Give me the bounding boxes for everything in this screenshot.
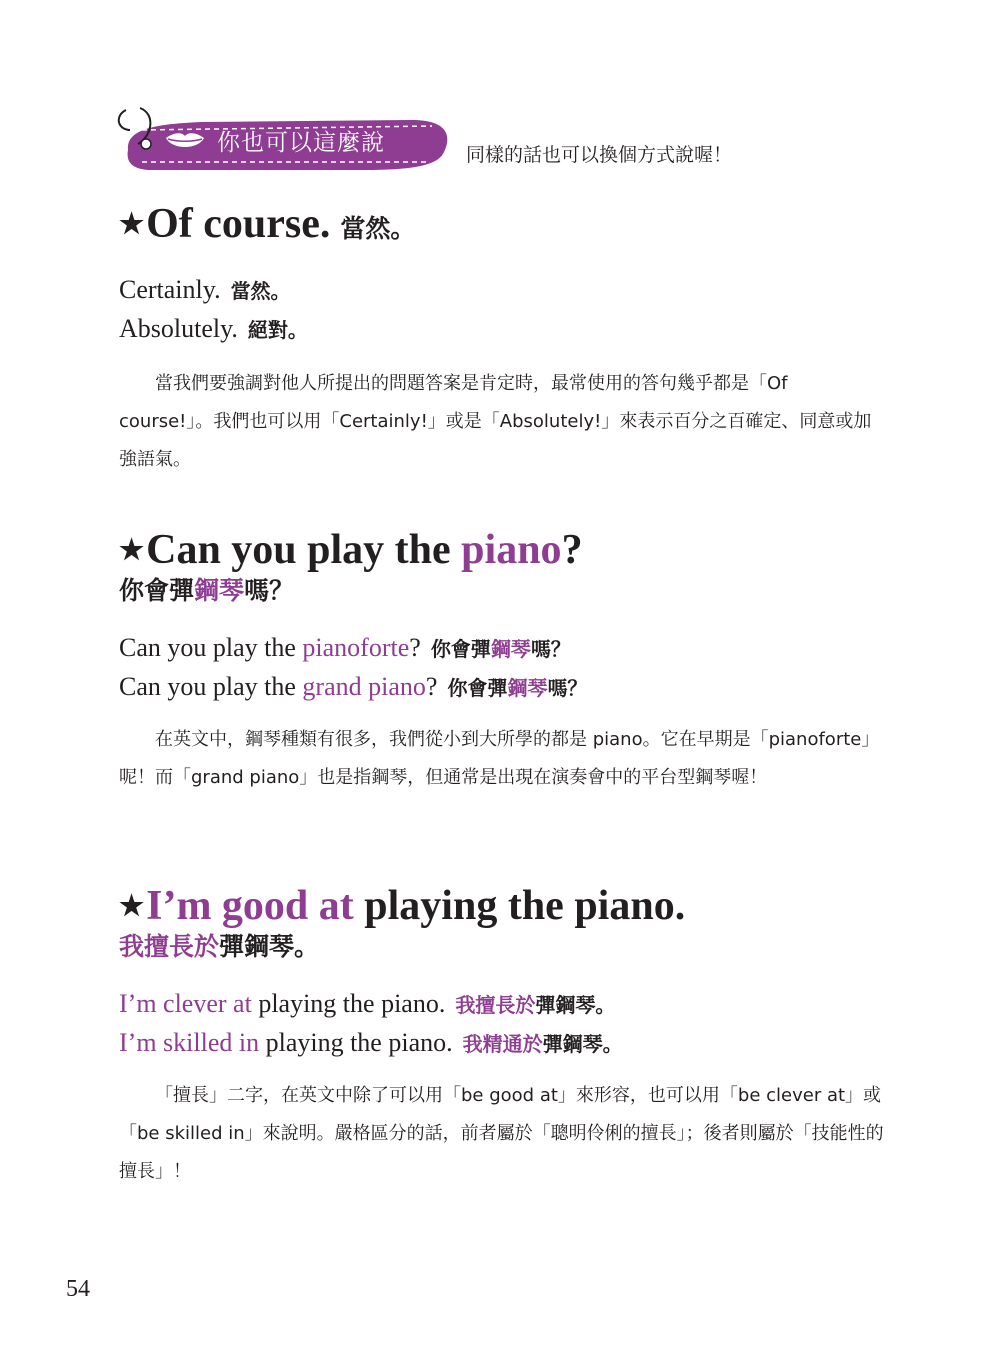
heading-english-highlight: I’m good at bbox=[146, 883, 354, 929]
alternative-chinese bbox=[447, 676, 587, 700]
star-icon: ★ bbox=[119, 535, 145, 566]
tip-tag bbox=[112, 100, 472, 184]
heading-chinese-end: 彈鋼琴。 bbox=[219, 932, 320, 961]
heading-chinese bbox=[119, 575, 889, 607]
alternative-chinese-end: 彈鋼琴。 bbox=[535, 993, 616, 1017]
alternative-english-highlight: I’m skilled in bbox=[119, 1028, 260, 1057]
alternative-phrase bbox=[119, 271, 889, 310]
alternative-english: Absolutely. bbox=[119, 314, 238, 343]
heading-english: Can you play the bbox=[146, 527, 462, 573]
heading-chinese-part: 你會彈 bbox=[119, 576, 195, 605]
alternative-chinese-highlight: 鋼琴 bbox=[490, 637, 531, 661]
alternative-chinese-highlight: 我精通於 bbox=[462, 1032, 543, 1056]
alternative-english: Certainly. bbox=[119, 275, 221, 304]
explanation-paragraph: 當我們要強調對他人所提出的問題答案是肯定時，最常使用的答句幾乎都是「Of course!」。我們也可以用「Certainly!」或是「Absolutely!」來表示百分之百確定、同意或加強語氣。 bbox=[119, 373, 872, 470]
alternative-english-highlight: pianoforte bbox=[302, 633, 410, 662]
alternative-chinese bbox=[463, 1032, 623, 1056]
explanation-paragraph: 在英文中，鋼琴種類有很多，我們從小到大所學的都是 piano。它在早期是「pianoforte」呢！而「grand piano」也是指鋼琴，但通常是出現在演奏會中的平台型鋼琴喔！ bbox=[119, 729, 880, 788]
tag-subtitle: 同樣的話也可以換個方式說喔！ bbox=[466, 144, 733, 166]
alternative-english: playing the piano. bbox=[259, 1028, 453, 1057]
phrase-section-of-course bbox=[119, 200, 889, 479]
heading-chinese-highlight: 我擅長於 bbox=[119, 932, 220, 961]
heading-chinese: 當然。 bbox=[340, 214, 416, 243]
alternative-chinese: 絕對。 bbox=[247, 318, 308, 342]
alternative-english-end: ? bbox=[409, 633, 421, 662]
heading-chinese-end: 嗎？ bbox=[244, 576, 295, 605]
section-heading bbox=[119, 526, 889, 575]
heading-english: playing the piano. bbox=[353, 883, 686, 929]
alternative-chinese: 當然。 bbox=[230, 279, 291, 303]
alternative-chinese-end: 嗎？ bbox=[547, 676, 588, 700]
tag-title: 你也可以這麼說 bbox=[217, 130, 385, 156]
alternative-english-end: ? bbox=[425, 672, 438, 701]
alternative-chinese-highlight: 鋼琴 bbox=[507, 676, 548, 700]
phrase-section-good-at bbox=[119, 882, 889, 1191]
alternative-english-highlight: I’m clever at bbox=[119, 989, 252, 1018]
heading-chinese-highlight: 鋼琴 bbox=[194, 576, 245, 605]
alternative-phrase bbox=[119, 629, 889, 668]
heading-english: Of course. bbox=[146, 201, 331, 247]
alternative-chinese bbox=[455, 993, 615, 1017]
alternative-phrase bbox=[119, 668, 889, 707]
lips-icon bbox=[164, 130, 206, 152]
star-icon: ★ bbox=[119, 209, 145, 240]
alternative-chinese-end: 彈鋼琴。 bbox=[542, 1032, 623, 1056]
section-heading bbox=[119, 882, 889, 931]
explanation-paragraph: 「擅長」二字，在英文中除了可以用「be good at」來形容，也可以用「be clever at」或「be skilled in」來說明。嚴格區分的話，前者屬於「聰明伶俐的擅長」；後者則屬於「技能性的擅長」！ bbox=[119, 1085, 884, 1182]
alternative-chinese-part: 你會彈 bbox=[430, 637, 491, 661]
alternative-english-highlight: grand piano bbox=[302, 672, 426, 701]
alternative-chinese-end: 嗎？ bbox=[530, 637, 571, 661]
alternative-phrase bbox=[119, 310, 889, 349]
alternative-phrase bbox=[119, 1024, 889, 1063]
heading-english-highlight: piano bbox=[461, 527, 562, 573]
alternative-chinese-highlight: 我擅長於 bbox=[455, 993, 536, 1017]
heading-chinese bbox=[119, 931, 889, 963]
alternative-english: playing the piano. bbox=[251, 989, 446, 1018]
alternative-chinese-part: 你會彈 bbox=[447, 676, 508, 700]
heading-english-end: ? bbox=[561, 527, 583, 573]
alternative-phrase bbox=[119, 985, 889, 1024]
page-number: 54 bbox=[66, 1276, 90, 1302]
phrase-section-piano bbox=[119, 526, 889, 797]
alternative-english: Can you play the bbox=[119, 633, 303, 662]
alternative-chinese bbox=[431, 637, 571, 661]
alternative-english: Can you play the bbox=[119, 672, 303, 701]
star-icon: ★ bbox=[119, 891, 145, 922]
section-heading bbox=[119, 200, 889, 253]
